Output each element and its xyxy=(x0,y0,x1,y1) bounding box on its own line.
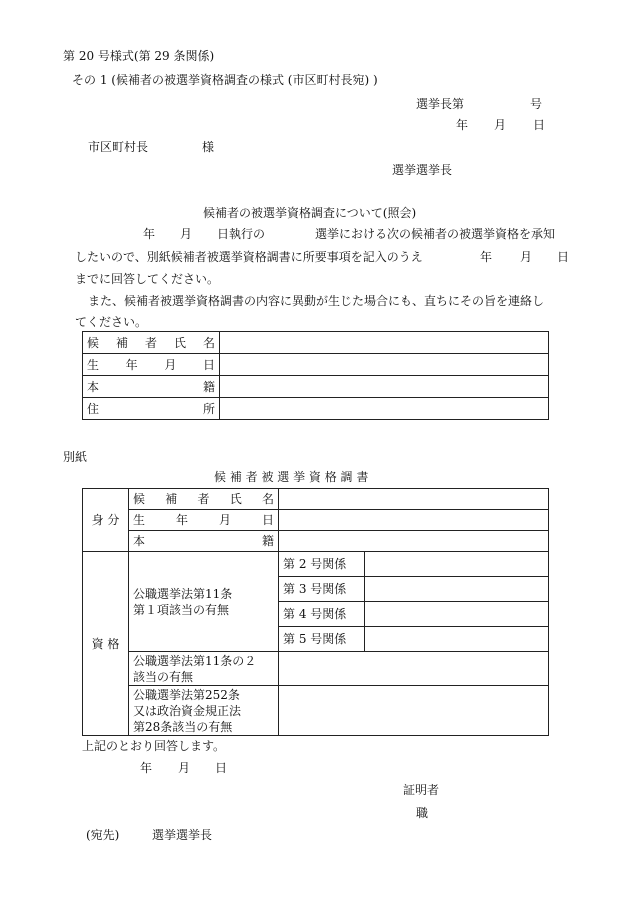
relation-5-value[interactable] xyxy=(365,627,549,652)
label-cell: 本 籍 xyxy=(83,376,220,398)
body-deadline-year: 年 xyxy=(480,250,493,264)
answer-statement: 上記のとおり回答します。 xyxy=(82,739,226,753)
relation-4-value[interactable] xyxy=(365,602,549,627)
candidate-name-value[interactable] xyxy=(220,332,549,354)
question-11-2-value[interactable] xyxy=(279,652,549,686)
question-252-value[interactable] xyxy=(279,686,549,736)
survey-birthdate-value[interactable] xyxy=(279,510,549,531)
label-cell: 生 年 月 日 xyxy=(129,510,279,531)
relation-3-value[interactable] xyxy=(365,577,549,602)
body-month: 月 xyxy=(180,227,193,241)
table-row xyxy=(83,686,549,736)
table-row xyxy=(83,552,549,577)
reference-suffix: 号 xyxy=(530,97,543,111)
addressee-honorific: 様 xyxy=(202,140,215,154)
table-row xyxy=(83,398,549,420)
relation-label: 第 4 号関係 xyxy=(279,602,365,627)
candidate-birthdate-value[interactable] xyxy=(220,354,549,376)
table-row xyxy=(83,652,549,686)
body-line3: までに回答してください。 xyxy=(75,272,220,286)
label-cell: 候 補 者 氏 名 xyxy=(83,332,220,354)
body-day: 日執行の xyxy=(217,227,266,241)
survey-title: 候 補 者 被 選 挙 資 格 調 書 xyxy=(214,470,369,484)
question-11-1: 公職選挙法第11条 第１項該当の有無 xyxy=(129,552,279,652)
date-month: 月 xyxy=(494,118,507,132)
date-day: 日 xyxy=(533,118,546,132)
position-label: 職 xyxy=(416,806,429,820)
label-cell: 本 籍 xyxy=(129,531,279,552)
group-qualification-label: 資 格 xyxy=(83,552,129,736)
body-line1-rest: 選挙における次の候補者の被選挙資格を承知 xyxy=(315,227,556,241)
table-row xyxy=(83,531,549,552)
survey-domicile-value[interactable] xyxy=(279,531,549,552)
relation-label: 第 5 号関係 xyxy=(279,627,365,652)
candidate-address-value[interactable] xyxy=(220,398,549,420)
candidate-table xyxy=(82,331,549,420)
addressee-name: 市区町村長 xyxy=(88,140,149,154)
question-11-2: 公職選挙法第11条の２ 該当の有無 xyxy=(129,652,279,686)
certifier-label: 証明者 xyxy=(403,783,440,797)
sender: 選挙選挙長 xyxy=(392,163,453,177)
form-number: 第 20 号様式(第 29 条関係) xyxy=(63,49,215,63)
body-line2: したいので、別紙候補者被選挙資格調書に所要事項を記入のうえ xyxy=(75,250,423,264)
label-cell: 住 所 xyxy=(83,398,220,420)
body-year: 年 xyxy=(143,227,156,241)
relation-label: 第 2 号関係 xyxy=(279,552,365,577)
addressee-label: (宛先) xyxy=(86,828,120,842)
body-para2-line1: また、候補者被選挙資格調書の内容に異動が生じた場合にも、直ちにその旨を連絡し xyxy=(88,294,545,308)
footer-month: 月 xyxy=(178,761,191,775)
group-identity-label: 身 分 xyxy=(83,489,129,552)
survey-table xyxy=(82,488,549,736)
label-cell: 候 補 者 氏 名 xyxy=(129,489,279,510)
body-deadline-month: 月 xyxy=(520,250,533,264)
relation-label: 第 3 号関係 xyxy=(279,577,365,602)
table-row xyxy=(83,354,549,376)
table-row xyxy=(83,489,549,510)
candidate-domicile-value[interactable] xyxy=(220,376,549,398)
attachment-label: 別紙 xyxy=(63,450,88,464)
footer-day: 日 xyxy=(215,761,228,775)
survey-name-value[interactable] xyxy=(279,489,549,510)
label-cell: 生 年 月 日 xyxy=(83,354,220,376)
footer-year: 年 xyxy=(140,761,153,775)
question-252: 公職選挙法第252条 又は政治資金規正法 第28条該当の有無 xyxy=(129,686,279,736)
body-deadline-day: 日 xyxy=(557,250,570,264)
relation-2-value[interactable] xyxy=(365,552,549,577)
reference-prefix: 選挙長第 xyxy=(416,97,465,111)
body-para2-line2: てください。 xyxy=(75,315,148,329)
document-title: 候補者の被選挙資格調査について(照会) xyxy=(203,206,417,220)
table-row xyxy=(83,332,549,354)
table-row xyxy=(83,376,549,398)
form-subtitle: その 1 (候補者の被選挙資格調査の様式 (市区町村長宛) ) xyxy=(72,73,378,87)
date-year: 年 xyxy=(456,118,469,132)
addressee-official: 選挙選挙長 xyxy=(152,828,213,842)
table-row xyxy=(83,510,549,531)
